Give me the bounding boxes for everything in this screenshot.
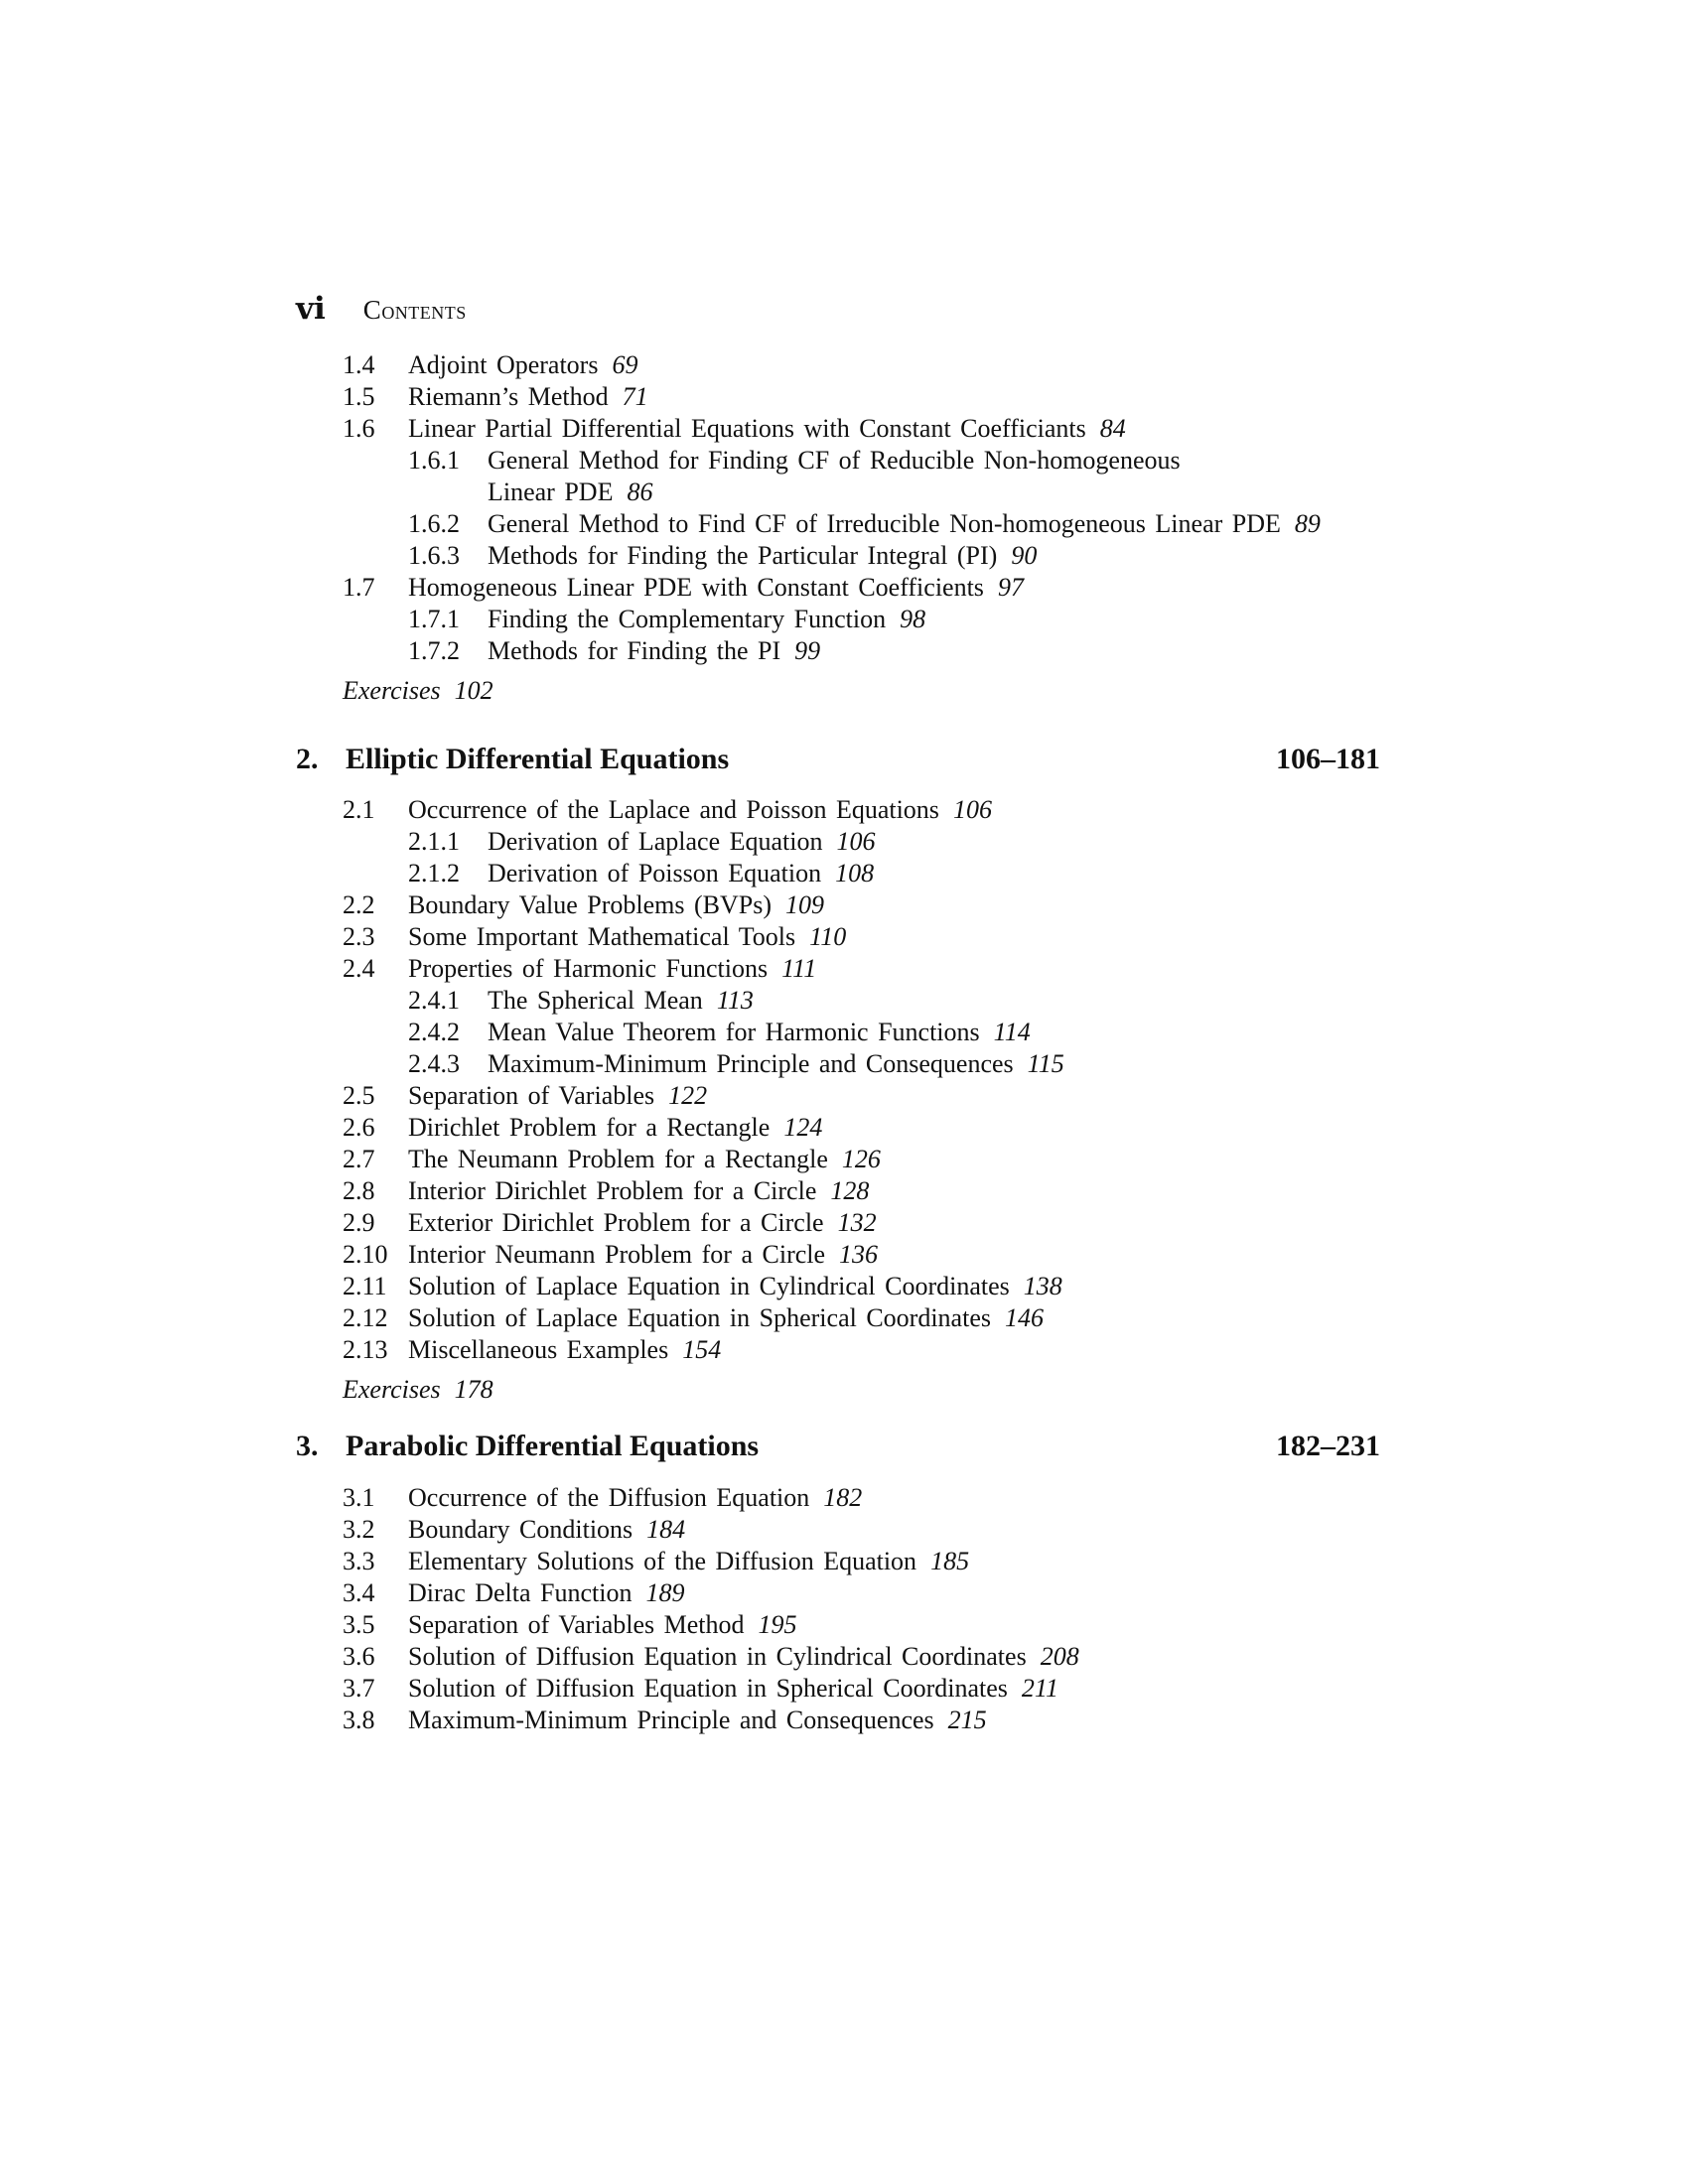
section-number: 2.7 — [343, 1145, 375, 1173]
section-title: Occurrence of the Diffusion Equation — [408, 1483, 810, 1512]
section-number: 3.7 — [343, 1674, 375, 1703]
toc-entry — [343, 1080, 707, 1112]
toc-entry — [408, 445, 1181, 477]
subsection-title: The Spherical Mean — [488, 986, 703, 1015]
section-title: Homogeneous Linear PDE with Constant Coefficients — [408, 573, 984, 602]
section-number: 3.4 — [343, 1578, 375, 1607]
page-number: 89 — [1294, 509, 1321, 538]
page-number: 154 — [682, 1335, 722, 1364]
page-number: 108 — [835, 859, 875, 887]
section-title: Adjoint Operators — [408, 350, 599, 379]
chapter-page-range: 106–181 — [1276, 743, 1380, 775]
toc-entry — [343, 1207, 877, 1239]
section-title: Separation of Variables — [408, 1081, 655, 1110]
toc-entry — [408, 826, 875, 858]
toc-entry — [343, 889, 824, 921]
section-title: Solution of Diffusion Equation in Spherical Coordinates — [408, 1674, 1008, 1703]
toc-entry — [343, 1609, 797, 1641]
exercises-entry — [343, 1374, 493, 1406]
toc-entry — [408, 1017, 1031, 1048]
page-number: 97 — [997, 573, 1024, 602]
toc-entry — [408, 985, 754, 1017]
subsection-title: Maximum-Minimum Principle and Consequences — [488, 1049, 1014, 1078]
section-number: 3.5 — [343, 1610, 375, 1639]
section-number: 3.1 — [343, 1483, 375, 1512]
section-title: Solution of Diffusion Equation in Cylindrical Coordinates — [408, 1642, 1027, 1671]
section-number: 2.13 — [343, 1335, 388, 1364]
subsection-number: 2.4.2 — [408, 1018, 460, 1046]
page-number: 106 — [836, 827, 876, 856]
toc-entry — [343, 1271, 1062, 1302]
section-number: 1.7 — [343, 573, 375, 602]
toc-entry — [343, 1705, 987, 1736]
section-title: Exterior Dirichlet Problem for a Circle — [408, 1208, 824, 1237]
subsection-number: 2.1.2 — [408, 859, 460, 887]
section-title: Interior Dirichlet Problem for a Circle — [408, 1176, 817, 1205]
section-number: 2.8 — [343, 1176, 375, 1205]
chapter-title: Elliptic Differential Equations — [346, 743, 730, 775]
toc-entry — [343, 1175, 869, 1207]
section-number: 2.12 — [343, 1303, 388, 1332]
page-number: 106 — [952, 795, 992, 824]
section-title: Interior Neumann Problem for a Circle — [408, 1240, 826, 1269]
chapter-number: 3. — [296, 1430, 319, 1462]
page-number: 136 — [839, 1240, 879, 1269]
page-number: 182 — [823, 1483, 863, 1512]
subsection-number: 1.7.1 — [408, 605, 460, 633]
page-number: 122 — [668, 1081, 708, 1110]
toc-entry — [408, 858, 874, 889]
page-number: 126 — [841, 1145, 881, 1173]
page-number: 98 — [900, 605, 926, 633]
page-number: 215 — [947, 1706, 987, 1734]
exercises-entry — [343, 675, 493, 707]
page-number: 99 — [794, 636, 821, 665]
section-number: 3.8 — [343, 1706, 375, 1734]
toc-entry — [343, 794, 992, 826]
section-title: Boundary Conditions — [408, 1515, 633, 1544]
subsection-number: 1.6.2 — [408, 509, 460, 538]
section-title: Maximum-Minimum Principle and Consequences — [408, 1706, 934, 1734]
chapter-heading-2 — [296, 743, 1380, 776]
section-title: Solution of Laplace Equation in Spherical Coordinates — [408, 1303, 991, 1332]
chapter-title: Parabolic Differential Equations — [346, 1430, 760, 1462]
subsection-number: 1.6.1 — [408, 446, 460, 475]
toc-entry — [343, 921, 846, 953]
toc-entry — [343, 1239, 878, 1271]
subsection-number: 1.6.3 — [408, 541, 460, 570]
subsection-title: General Method to Find CF of Irreducible Non-homogeneous Linear PDE — [488, 509, 1281, 538]
section-number: 2.11 — [343, 1272, 387, 1300]
section-number: 1.4 — [343, 350, 375, 379]
section-title: Elementary Solutions of the Diffusion Equation — [408, 1547, 917, 1575]
running-head-title: Contents — [362, 295, 467, 325]
toc-entry — [343, 1673, 1058, 1705]
page-number: 109 — [785, 890, 825, 919]
section-title: Riemann’s Method — [408, 382, 609, 411]
section-number: 2.5 — [343, 1081, 375, 1110]
page-number: 111 — [781, 954, 817, 983]
page-number: 185 — [930, 1547, 970, 1575]
section-number: 3.2 — [343, 1515, 375, 1544]
section-number: 2.3 — [343, 922, 375, 951]
exercises-label: Exercises — [343, 1375, 441, 1404]
section-title: Miscellaneous Examples — [408, 1335, 669, 1364]
section-title: Boundary Value Problems (BVPs) — [408, 890, 773, 919]
section-title: Occurrence of the Laplace and Poisson Equations — [408, 795, 939, 824]
running-head — [296, 291, 467, 331]
page-number: 71 — [622, 382, 648, 411]
toc-entry — [408, 508, 1321, 540]
page-number: 132 — [837, 1208, 877, 1237]
section-number: 1.6 — [343, 414, 375, 443]
toc-entry — [343, 1514, 685, 1546]
page-folio: vi — [296, 291, 326, 327]
subsection-title: Methods for Finding the Particular Integral (PI) — [488, 541, 998, 570]
section-number: 3.6 — [343, 1642, 375, 1671]
page-number: 208 — [1040, 1642, 1079, 1671]
toc-entry — [343, 1546, 969, 1577]
subsection-title: Derivation of Laplace Equation — [488, 827, 823, 856]
subsection-number: 2.4.3 — [408, 1049, 460, 1078]
toc-entry — [343, 1144, 881, 1175]
page-number: 102 — [454, 676, 493, 705]
toc-entry — [343, 1641, 1079, 1673]
toc-entry — [343, 953, 816, 985]
page-number: 114 — [993, 1018, 1031, 1046]
section-title: Properties of Harmonic Functions — [408, 954, 769, 983]
page-number: 110 — [809, 922, 847, 951]
toc-entry — [408, 1048, 1064, 1080]
page-number: 86 — [627, 478, 653, 506]
page-number: 115 — [1027, 1049, 1064, 1078]
section-number: 1.5 — [343, 382, 375, 411]
toc-entry — [408, 540, 1037, 572]
chapter-number: 2. — [296, 743, 319, 775]
section-title: Linear Partial Differential Equations with Constant Coefficiants — [408, 414, 1086, 443]
toc-entry — [408, 635, 820, 667]
toc-entry — [343, 413, 1126, 445]
exercises-label: Exercises — [343, 676, 441, 705]
section-title: Dirichlet Problem for a Rectangle — [408, 1113, 771, 1142]
toc-entry — [343, 1334, 721, 1366]
section-number: 2.1 — [343, 795, 375, 824]
page-number: 128 — [830, 1176, 870, 1205]
section-number: 2.4 — [343, 954, 375, 983]
subsection-title: Finding the Complementary Function — [488, 605, 887, 633]
subsection-number: 2.4.1 — [408, 986, 460, 1015]
section-title: Some Important Mathematical Tools — [408, 922, 796, 951]
page-number: 138 — [1023, 1272, 1062, 1300]
section-title: Dirac Delta Function — [408, 1578, 633, 1607]
toc-entry — [343, 381, 648, 413]
page-number: 69 — [612, 350, 638, 379]
page-number: 84 — [1099, 414, 1126, 443]
toc-entry — [343, 572, 1024, 604]
section-number: 2.6 — [343, 1113, 375, 1142]
chapter-heading-3 — [296, 1430, 1380, 1463]
subsection-title: Mean Value Theorem for Harmonic Functions — [488, 1018, 980, 1046]
page-number: 178 — [454, 1375, 493, 1404]
toc-entry — [343, 349, 637, 381]
chapter-page-range: 182–231 — [1276, 1430, 1380, 1462]
section-number: 3.3 — [343, 1547, 375, 1575]
toc-entry — [343, 1112, 822, 1144]
section-number: 2.10 — [343, 1240, 388, 1269]
subsection-number: 1.7.2 — [408, 636, 460, 665]
section-number: 2.9 — [343, 1208, 375, 1237]
section-title: Separation of Variables Method — [408, 1610, 745, 1639]
subsection-title: General Method for Finding CF of Reducible Non-homogeneous — [488, 446, 1181, 475]
toc-entry — [343, 1577, 685, 1609]
subsection-title-continued: Linear PDE — [488, 478, 614, 506]
toc-entry-continuation — [488, 477, 652, 508]
subsection-title: Derivation of Poisson Equation — [488, 859, 822, 887]
page-number: 189 — [645, 1578, 685, 1607]
section-title: Solution of Laplace Equation in Cylindrical Coordinates — [408, 1272, 1010, 1300]
page-number: 146 — [1004, 1303, 1044, 1332]
toc-entry — [408, 604, 925, 635]
subsection-title: Methods for Finding the PI — [488, 636, 781, 665]
page-number: 184 — [646, 1515, 686, 1544]
page-number: 113 — [716, 986, 754, 1015]
page-number: 124 — [783, 1113, 823, 1142]
section-title: The Neumann Problem for a Rectangle — [408, 1145, 828, 1173]
toc-entry — [343, 1482, 862, 1514]
section-number: 2.2 — [343, 890, 375, 919]
toc-entry — [343, 1302, 1044, 1334]
subsection-number: 2.1.1 — [408, 827, 460, 856]
page-number: 90 — [1011, 541, 1038, 570]
page-number: 195 — [758, 1610, 797, 1639]
page-number: 211 — [1021, 1674, 1058, 1703]
